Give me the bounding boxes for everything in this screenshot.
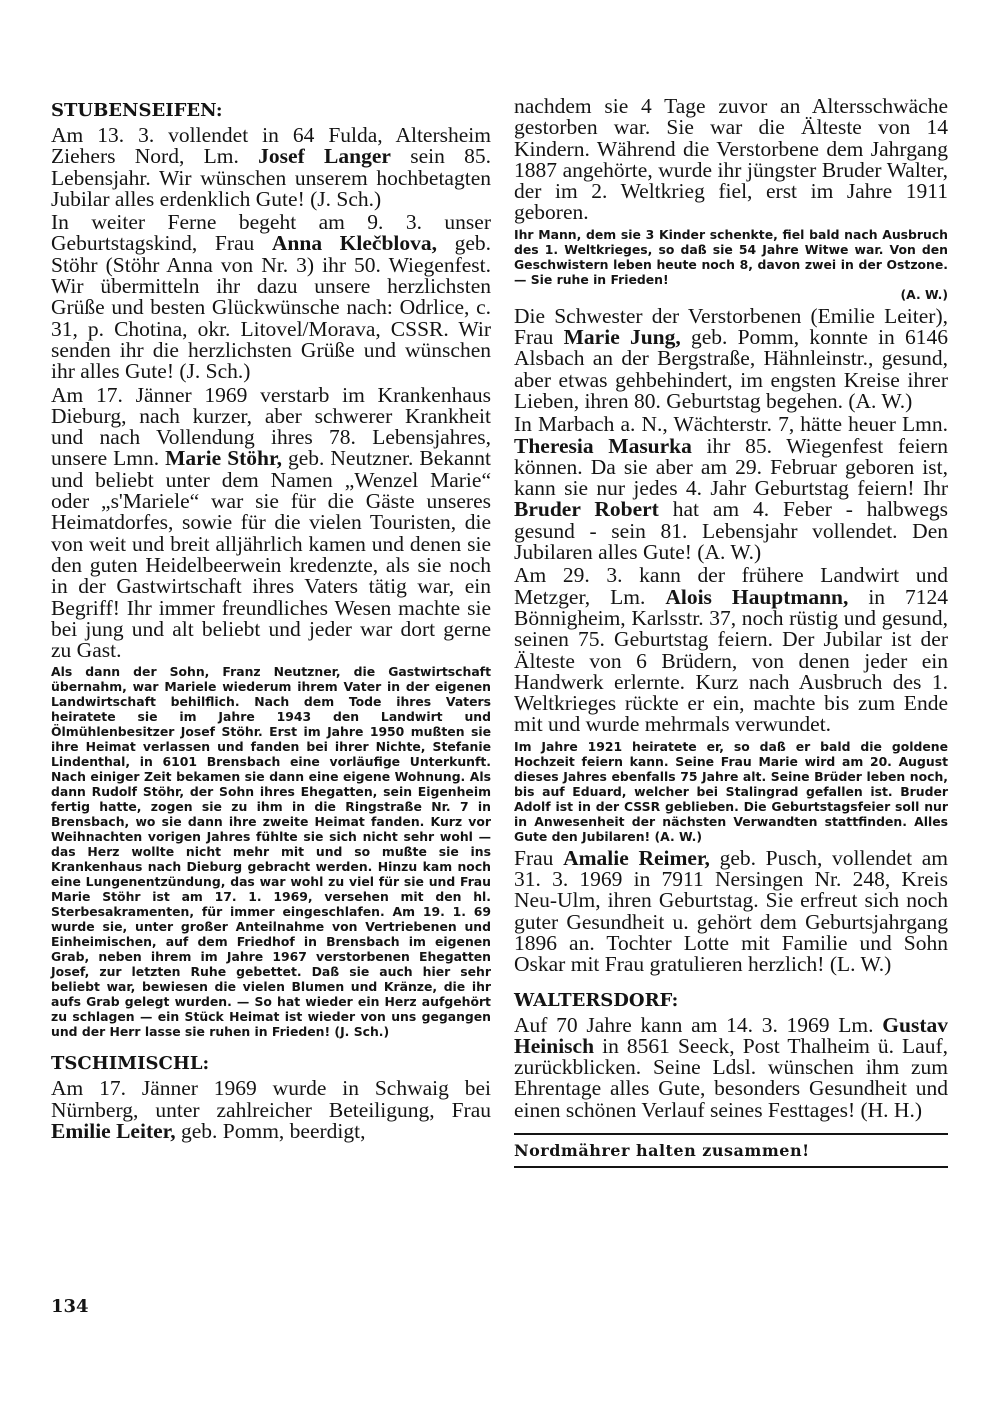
article-paragraph <box>51 212 491 382</box>
paragraph-text: Frau <box>514 845 554 870</box>
paragraph-text: geb. Stöhr (Stöhr Anna von Nr. 3) ihr 50. Wiegenfest. Wir übermitteln ihr dazu unsere herzlichsten Grüße und besten Glückwünsche nach: Odrlice, c. 31, p. Chotina, okr. Litovel/Morava, CSSR. Wir senden ihr die herzlichsten Grüße und wünschen ihr alles Gute! (J. Sch.) <box>51 231 492 384</box>
author-signature: (A. W.) <box>900 286 948 302</box>
article-paragraph <box>51 1078 491 1142</box>
person-name: Josef Langer <box>258 144 391 169</box>
person-name: Bruder Robert <box>514 497 659 522</box>
person-name: Emilie Leiter, <box>51 1119 176 1144</box>
paragraph-text: geb. Pomm, konnte in 6146 Alsbach an der Bergstraße, Hähnleinstr., gesund, aber etwas gehbehindert, im engsten Kreise ihrer Lieben, ihren 80. Geburtstag begehen. (A. W.) <box>514 325 949 413</box>
person-name: Gustav Heinisch <box>514 1012 949 1058</box>
paragraph-text: in 7124 Bönnigheim, Karlsstr. 37, noch rüstig und gesund, seinen 75. Geburtstag feiern. Der Jubilar ist der Älteste von 6 Brüdern, von denen jeder ein Handwerk erlernte. Kurz nach Ausbruch des 1. Weltkrieges rückte er ein, machte bis zum Ende mit und wurde mehrmals verwundet. <box>514 584 949 737</box>
paragraph-text: geb. Neutzner. Bekannt und beliebt unter dem Namen „Wenzel Marie“ oder „s'Mariele“ war sie für die Gäste unseres Heimatdorfes, sowie für die vielen Touristen, die von weit und breit alljährlich kamen und denen sie den guten Heidelbeerwein kredenzte, als sie noch in der Gastwirtschaft ihres Vaters tätig war, ein Begriff! Ihr immer freundliches Wesen machte sie bei jung und alt beliebt und jeder war dort gerne zu Gast. <box>51 446 492 663</box>
section-heading-tschimischl: TSCHIMISCHL: <box>51 1053 210 1075</box>
paragraph-text: Die Schwester der Verstorbenen (Emilie Leiter), Frau <box>514 303 948 350</box>
person-name: Amalie Reimer, <box>563 845 710 870</box>
right-column <box>514 96 948 1168</box>
article-paragraph <box>51 382 492 663</box>
article-paragraph: nachdem sie 4 Tage zuvor an Altersschwäche gestorben war. Sie war die Älteste von 14 Kindern. Während die Verstorbene dem Jahrgang 1887 angehörte, wurde ihr jüngster Bruder Walter, der im 2. Weltkrieg fiel, erst im Jahre 1911 geboren. <box>514 94 948 225</box>
person-name: Alois Hauptmann, <box>665 584 849 609</box>
section-heading-waltersdorf: WALTERSDORF: <box>514 989 679 1011</box>
article-paragraph <box>514 845 949 977</box>
paragraph-text: Am 17. Jänner 1969 wurde in Schwaig bei Nürnberg, unter zahlreicher Beteiligung, Frau <box>51 1076 491 1122</box>
paragraph-text: geb. Pusch, vollendet am 31. 3. 1969 in 7911 Nersingen Nr. 248, Kreis Neu-Ulm, ihren Geburtstag. Sie erfreut sich noch guter Gesundheit u. gehört dem Geburtsjahrgang 1896 an. Tochter Lotte mit Familie und Sohn Oskar mit Frau gratulieren herzlich! (L. W.) <box>514 845 949 977</box>
article-paragraph <box>514 414 948 563</box>
person-name: Marie Jung, <box>563 325 681 350</box>
person-name: Marie Stöhr, <box>165 446 282 471</box>
paragraph-text: Am 29. 3. kann der frühere Landwirt und Metzger, Lm. <box>514 563 948 609</box>
article-paragraph <box>514 565 948 735</box>
paragraph-text: Ihr Mann, dem sie 3 Kinder schenkte, fiel bald nach Ausbruch des 1. Weltkrieges, so daß sie 54 Jahre Witwe war. Von den Geschwistern leben heute noch 8, davon zwei in der Ostzone. — Sie ruhe in Frieden! <box>514 226 948 287</box>
small-print-paragraph: Als dann der Sohn, Franz Neutzner, die Gastwirtschaft übernahm, war Mariele wiederum ihrem Vater in der eigenen Landwirtschaft behilflich. Nach dem Tode ihres Vaters heiratete sie im Jahre 1943 den Landwirt und Ölmühlenbesitzer Josef Stöhr. Erst im Jahre 1950 mußten sie ihre Heimat verlassen und fanden bei ihrer Nichte, Stefanie Lindenthal, in 6101 Brensbach eine vorläufige Unterkunft. Nach einiger Zeit bekamen sie dann eine eigene Wohnung. Als dann Rudolf Stöhr, der Sohn ihres Ehegatten, sein Eigenheim fertig hatte, zogen sie zu ihm in die Ringstraße Nr. 7 in Brensbach, wo sie dann ihre zweite Heimat fanden. Kurz vor Weihnachten vorigen Jahres fühlte sie sich nicht sehr wohl — das Herz wollte nicht mehr mit und so mußte sie ins Krankenhaus nach Dieburg gebracht werden. Hinzu kam noch eine Lungenentzündung, das war wohl zu viel für sie und Frau Marie Stöhr ist am 17. 1. 1969, versehen mit den hl. Sterbesakramenten, für immer eingeschlafen. Am 19. 1. 69 wurde sie, unter großer Anteilnahme von Vertriebenen und Einheimischen, auf dem Friedhof in Brensbach im eigenen Grab, neben ihrem im Jahre 1967 verstorbenen Ehegatten Josef, zur letzten Ruhe gebettet. Daß sie auch hier sehr beliebt war, bewiesen die vielen Blumen und Kränze, die ihr aufs Grab gelegt wurden. — So hat wieder ein Herz aufgehört zu schlagen — ein Stück Heimat ist wieder von uns gegangen und der Herr lasse sie ruhen in Frieden! (J. Sch.) <box>51 664 491 1040</box>
article-paragraph <box>514 303 949 413</box>
paragraph-text: hat am 4. Feber - halbwegs gesund - sein 81. Lebensjahr vollendet. Den Jubilaren alles Gute! (A. W.) <box>514 497 948 565</box>
paragraph-text: in 8561 Seeck, Post Thalheim ü. Lauf, zurückblicken. Seine Ldsl. wünschen ihm zum Ehrentage alles Gute, besonders Gesundheit und einen schönen Verlauf seines Festtages! (H. H.) <box>514 1033 948 1122</box>
paragraph-text: Am 13. 3. vollendet in 64 Fulda, Altersheim Ziehers Nord, Lm. <box>51 123 491 169</box>
article-paragraph <box>514 1012 949 1122</box>
paragraph-text: sein 85. Lebensjahr. Wir wünschen unserem hochbetagten Jubilar alles erdenklich Gute! (J. Sch.) <box>51 144 492 211</box>
small-print-paragraph <box>514 227 948 302</box>
paragraph-text: geb. Pomm, beerdigt, <box>180 1119 366 1144</box>
divider-line <box>514 1133 948 1135</box>
paragraph-text: In weiter Ferne begeht am 9. 3. unser Geburtstagskind, Frau <box>51 210 491 256</box>
page-number: 134 <box>51 1296 89 1317</box>
paragraph-text: ihr 85. Wiegenfest feiern können. Da sie aber am 29. Februar geboren ist, kann sie nur jedes 4. Jahr Geburtstag feiern! Ihr <box>514 433 949 501</box>
article-paragraph <box>51 125 491 210</box>
paragraph-text: Am 17. Jänner 1969 verstarb im Krankenhaus Dieburg, nach kurzer, aber schwerer Krankheit und nach Vollendung ihres 78. Lebensjahres, unsere Lmn. <box>51 382 491 471</box>
paragraph-text: Auf 70 Jahre kann am 14. 3. 1969 Lm. <box>514 1012 874 1037</box>
person-name: Theresia Masurka <box>514 433 692 458</box>
person-name: Anna Klečblova, <box>271 231 438 256</box>
divider-line <box>514 1166 948 1168</box>
left-column <box>51 96 491 1144</box>
section-heading-stubenseifen: STUBENSEIFEN: <box>51 100 223 121</box>
slogan-banner: Nordmährer halten zusammen! <box>514 1140 810 1160</box>
small-print-paragraph: Im Jahre 1921 heiratete er, so daß er bald die goldene Hochzeit feiern kann. Seine Frau Marie wird am 20. August dieses Jahres ebenfalls 75 Jahre alt. Seine Brüder leben noch, bis auf Eduard, welcher bei Stalingrad gefallen ist. Bruder Adolf ist in der CSSR geblieben. Die Geburtstagsfeier soll nur in Anwesenheit der nächsten Verwandten stattfinden. Alles Gute den Jubilaren! (A. W.) <box>514 738 948 844</box>
paragraph-text: In Marbach a. N., Wächterstr. 7, hätte heuer Lmn. <box>514 412 948 437</box>
